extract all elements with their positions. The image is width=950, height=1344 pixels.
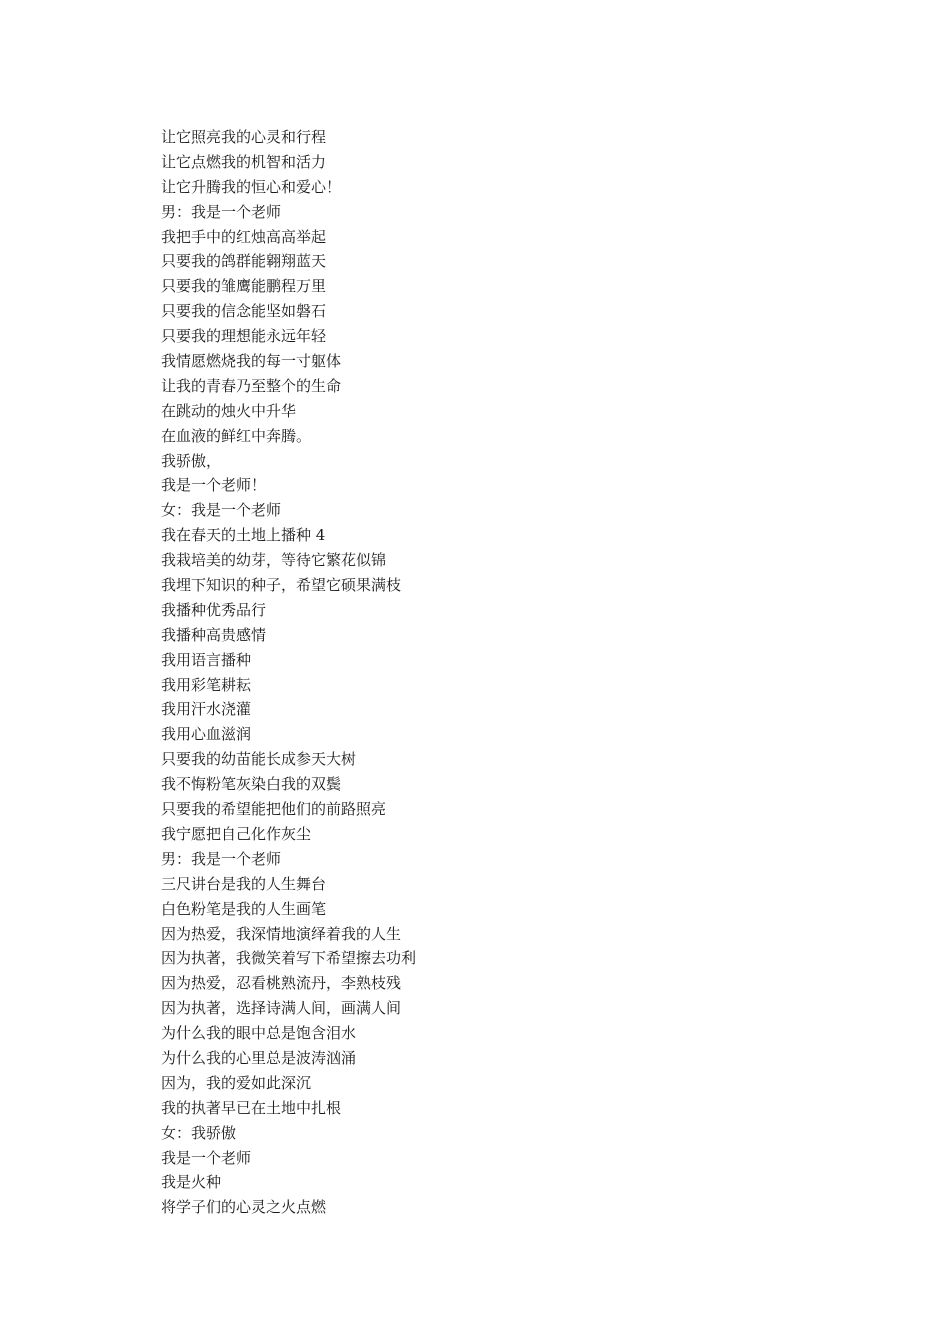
poem-line: 我不悔粉笔灰染白我的双鬓 <box>161 775 342 794</box>
poem-text <box>161 125 416 1220</box>
poem-line: 只要我的雏鹰能鹏程万里 <box>161 277 327 296</box>
poem-line: 因为，我的爱如此深沉 <box>161 1073 312 1092</box>
poem-line: 我用汗水浇灌 <box>161 700 252 719</box>
poem-line: 让我的青春乃至整个的生命 <box>161 376 342 395</box>
poem-line: 只要我的理想能永远年轻 <box>161 327 327 346</box>
poem-line: 我情愿燃烧我的每一寸躯体 <box>161 352 342 371</box>
poem-line: 我播种高贵感情 <box>161 625 267 644</box>
poem-line: 我栽培美的幼芽，等待它繁花似锦 <box>161 551 387 570</box>
poem-line: 男：我是一个老师 <box>161 202 282 221</box>
poem-line: 为什么我的心里总是波涛汹涌 <box>161 1048 357 1067</box>
poem-line: 为什么我的眼中总是饱含泪水 <box>161 1024 357 1043</box>
poem-line: 只要我的信念能坚如磐石 <box>161 302 327 321</box>
poem-line: 在血液的鲜红中奔腾。 <box>161 426 312 445</box>
poem-line: 让它照亮我的心灵和行程 <box>161 128 327 146</box>
poem-line: 我宁愿把自己化作灰尘 <box>161 824 312 843</box>
poem-line: 我的执著早已在土地中扎根 <box>161 1098 342 1117</box>
poem-line: 我用语言播种 <box>161 650 252 669</box>
poem-line: 因为执著，选择诗满人间，画满人间 <box>161 999 402 1018</box>
poem-line: 我是火种 <box>161 1173 222 1192</box>
poem-line: 因为热爱，忍看桃熟流丹，李熟枝残 <box>161 974 402 993</box>
poem-line: 我埋下知识的种子，希望它硕果满枝 <box>161 576 402 595</box>
poem-line: 我在春天的土地上播种 4 <box>161 526 326 545</box>
poem-line: 让它升腾我的恒心和爱心！ <box>161 177 342 196</box>
poem-line: 我骄傲， <box>161 451 222 470</box>
poem-line: 女：我骄傲 <box>161 1123 237 1142</box>
poem-line: 我是一个老师！ <box>161 476 267 495</box>
poem-line: 我是一个老师 <box>161 1148 252 1167</box>
poem-line: 我用心血滋润 <box>161 725 252 744</box>
poem-line: 只要我的希望能把他们的前路照亮 <box>161 800 387 819</box>
poem-line: 我把手中的红烛高高举起 <box>161 227 327 246</box>
poem-line: 只要我的幼苗能长成参天大树 <box>161 750 357 769</box>
poem-line: 白色粉笔是我的人生画笔 <box>161 899 327 918</box>
poem-line: 女：我是一个老师 <box>161 501 282 520</box>
poem-line: 将学子们的心灵之火点燃 <box>161 1198 327 1217</box>
poem-line: 因为执著，我微笑着写下希望擦去功利 <box>161 949 417 968</box>
poem-line: 在跳动的烛火中升华 <box>161 401 297 420</box>
poem-line: 让它点燃我的机智和活力 <box>161 152 327 171</box>
poem-line: 我播种优秀品行 <box>161 600 267 619</box>
poem-line: 男：我是一个老师 <box>161 849 282 868</box>
poem-line: 我用彩笔耕耘 <box>161 675 252 694</box>
poem-line: 因为热爱，我深情地演绎着我的人生 <box>161 924 402 943</box>
poem-line: 三尺讲台是我的人生舞台 <box>161 874 327 893</box>
poem-line: 只要我的鸽群能翱翔蓝天 <box>161 252 327 271</box>
